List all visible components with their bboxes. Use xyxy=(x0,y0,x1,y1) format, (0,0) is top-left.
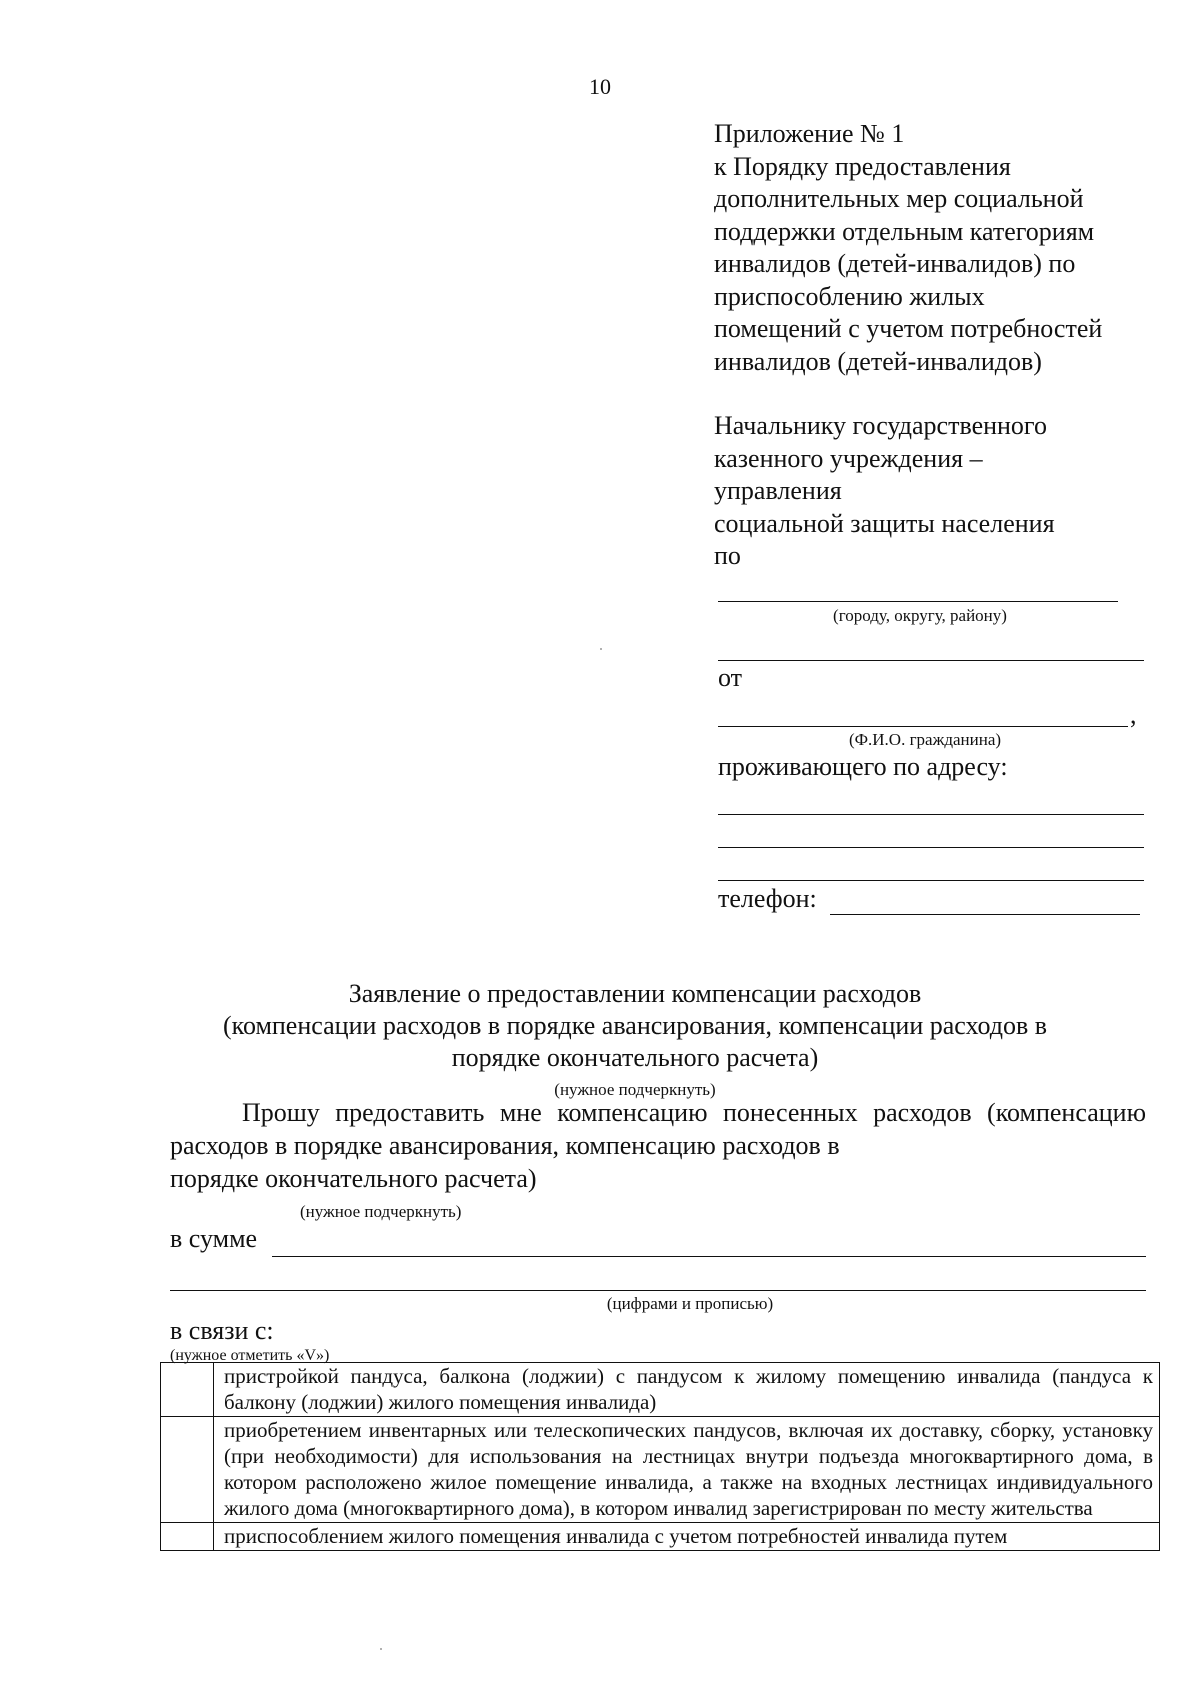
title-line: Заявление о предоставлении компенсации расходов xyxy=(348,979,922,1008)
sum-label: в сумме xyxy=(170,1224,258,1253)
appendix-line: поддержки отдельным категориям xyxy=(714,216,1095,246)
reason-checkbox[interactable] xyxy=(161,1523,214,1551)
reason-checkbox[interactable] xyxy=(161,1417,214,1523)
scan-speck xyxy=(600,648,602,650)
reason-note: (нужное отметить «V») xyxy=(170,1347,330,1364)
appendix-line: помещений с учетом потребностей xyxy=(714,314,1103,343)
appendix-line: инвалидов (детей-инвалидов) xyxy=(714,346,1042,376)
reason-label: в связи с: xyxy=(170,1316,274,1345)
addressee-line: управления xyxy=(714,476,842,505)
addressee-line: социальной защиты населения xyxy=(714,508,1055,538)
address-field-line-1[interactable] xyxy=(718,814,1144,815)
district-field[interactable] xyxy=(718,601,1118,602)
statement-title xyxy=(150,978,1120,1074)
reason-row xyxy=(161,1523,1160,1551)
reason-checkbox[interactable] xyxy=(161,1363,214,1417)
request-text: Прошу предоставить мне компенсацию понесенных расходов (компенсацию расходов в порядке авансирования, компенсацию расходов в xyxy=(170,1098,1146,1160)
address-label: проживающего по адресу: xyxy=(718,752,1008,781)
fio-note: (Ф.И.О. гражданина) xyxy=(848,730,1002,749)
addressee-line: казенного учреждения – xyxy=(714,443,983,473)
appendix-line: дополнительных мер социальной xyxy=(714,184,1084,213)
page-number: 10 xyxy=(589,74,611,99)
phone-label: телефон: xyxy=(718,884,817,913)
sum-note: (цифрами и прописью) xyxy=(606,1294,774,1313)
appendix-line: Приложение № 1 xyxy=(714,119,905,148)
fio-comma: , xyxy=(1130,700,1137,729)
appendix-line: приспособлению жилых xyxy=(714,281,985,311)
scan-speck xyxy=(380,1648,382,1650)
appendix-line: к Порядку предоставления xyxy=(714,151,1011,181)
addressee-line: Начальнику государственного xyxy=(714,411,1047,440)
sum-field[interactable] xyxy=(272,1256,1146,1257)
addressee-block xyxy=(714,410,1174,573)
appendix-line: инвалидов (детей-инвалидов) по xyxy=(714,249,1076,278)
address-field-line-3[interactable] xyxy=(718,880,1144,881)
title-line: (компенсации расходов в порядке авансирования, компенсации расходов в xyxy=(222,1011,1048,1040)
appendix-block xyxy=(714,118,1174,378)
reason-row xyxy=(161,1363,1160,1417)
fio-field[interactable] xyxy=(718,726,1128,727)
reason-text: приобретением инвентарных или телескопических пандусов, включая их доставку, сборку, установку (при необходимости) для использования на лестницах внутри подъезда многоквартирного дома, в котором расположено жилое помещение инвалида, а также на входных лестницах индивидуального жилого дома (многоквартирного дома), в котором инвалид зарегистрирован по месту жительства xyxy=(214,1417,1160,1523)
reason-row xyxy=(161,1417,1160,1523)
district-field-continued[interactable] xyxy=(718,660,1144,661)
from-label: от xyxy=(718,663,743,692)
request-paragraph xyxy=(170,1096,1146,1195)
request-text-last: порядке окончательного расчета) xyxy=(170,1164,537,1193)
title-underline-note: (нужное подчеркнуть) xyxy=(554,1080,716,1099)
addressee-line: по xyxy=(714,541,741,570)
sum-field-continued[interactable] xyxy=(170,1290,1146,1291)
request-underline-note: (нужное подчеркнуть) xyxy=(300,1202,462,1221)
title-line: порядке окончательного расчета) xyxy=(451,1043,819,1072)
reason-text: пристройкой пандуса, балкона (лоджии) с пандусом к жилому помещению инвалида (пандуса к балкону (лоджии) жилого помещения инвалида) xyxy=(214,1363,1160,1417)
reasons-table xyxy=(160,1362,1160,1551)
phone-field[interactable] xyxy=(830,914,1140,915)
address-field-line-2[interactable] xyxy=(718,847,1144,848)
district-note: (городу, округу, району) xyxy=(833,606,1007,625)
reason-text: приспособлением жилого помещения инвалида с учетом потребностей инвалида путем xyxy=(214,1523,1160,1551)
